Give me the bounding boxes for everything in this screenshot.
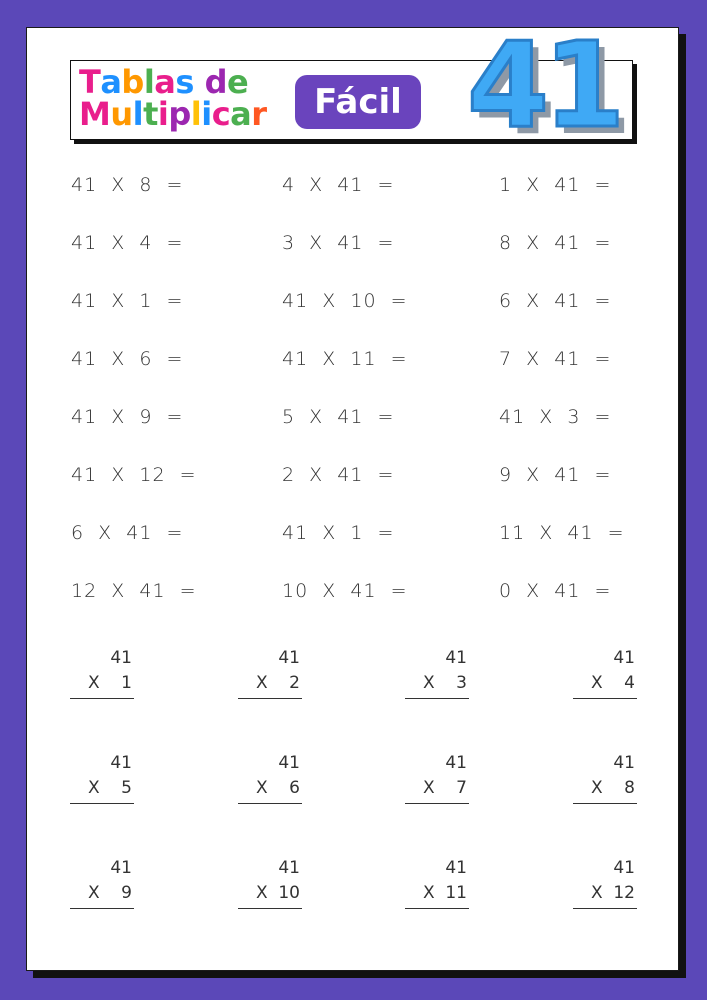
equation: 4 X 41 = [282,174,395,196]
title-letter: l [190,95,202,133]
multiplicand: 41 [613,858,635,878]
answer-line [573,908,637,909]
title-line-1 [79,65,248,99]
answer-line [70,698,134,699]
answer-line [238,698,302,699]
equation: 6 X 41 = [71,522,184,544]
title-letter: c [211,95,231,133]
multiplier: 11 [445,883,467,903]
multiplier: 12 [613,883,635,903]
title-letter: a [230,95,252,133]
multiplicand: 41 [278,753,300,773]
equation: 41 X 6 = [71,348,184,370]
equation: 41 X 1 = [282,522,395,544]
multiplier: 8 [624,778,635,798]
title-letter: d [204,63,227,101]
title-letter: a [154,63,176,101]
equation: 41 X 12 = [71,464,197,486]
equation: 12 X 41 = [71,580,197,602]
title-letter: M [79,95,111,133]
multiplier: 7 [456,778,467,798]
answer-line [70,803,134,804]
multiplicand: 41 [445,753,467,773]
difficulty-badge: Fácil [295,75,421,129]
title-letter: e [226,63,249,101]
title-letter: l [132,95,144,133]
multiplicand: 41 [613,648,635,668]
equation: 2 X 41 = [282,464,395,486]
equation: 3 X 41 = [282,232,395,254]
multiplicand: 41 [110,648,132,668]
title-letter: u [110,95,133,133]
title-letter: r [251,95,267,133]
table-number: 41 [467,16,620,154]
equation: 41 X 1 = [71,290,184,312]
title-letter [194,65,205,99]
equation: 41 X 10 = [282,290,408,312]
operator: X [423,778,435,798]
operator: X [591,673,603,693]
title-line-2 [79,97,267,131]
multiplicand: 41 [110,753,132,773]
equation: 41 X 11 = [282,348,408,370]
answer-line [573,698,637,699]
multiplicand: 41 [613,753,635,773]
title-letter: s [175,63,194,101]
operator: X [591,778,603,798]
operator: X [591,883,603,903]
operator: X [423,883,435,903]
equation: 1 X 41 = [499,174,612,196]
multiplicand: 41 [278,858,300,878]
title-letter: l [143,63,155,101]
title-letter: b [121,63,144,101]
operator: X [256,883,268,903]
multiplier: 4 [624,673,635,693]
answer-line [405,908,469,909]
equation: 6 X 41 = [499,290,612,312]
title-letter: i [201,95,212,133]
multiplier: 2 [289,673,300,693]
answer-line [573,803,637,804]
answer-line [70,908,134,909]
multiplier: 3 [456,673,467,693]
equation: 41 X 8 = [71,174,184,196]
operator: X [88,778,100,798]
equation: 41 X 3 = [499,406,612,428]
multiplier: 1 [121,673,132,693]
multiplier: 9 [121,883,132,903]
equation: 0 X 41 = [499,580,612,602]
multiplicand: 41 [278,648,300,668]
equation: 5 X 41 = [282,406,395,428]
equation: 10 X 41 = [282,580,408,602]
multiplicand: 41 [445,858,467,878]
answer-line [238,803,302,804]
operator: X [423,673,435,693]
title-letter: a [100,63,122,101]
equation: 7 X 41 = [499,348,612,370]
equation: 41 X 4 = [71,232,184,254]
answer-line [405,803,469,804]
title-letter: t [143,95,158,133]
multiplier: 6 [289,778,300,798]
operator: X [256,778,268,798]
multiplicand: 41 [110,858,132,878]
operator: X [256,673,268,693]
title-letter: p [168,95,191,133]
equation: 8 X 41 = [499,232,612,254]
worksheet-page [26,16,679,971]
title-letter: T [79,63,101,101]
equation: 41 X 9 = [71,406,184,428]
operator: X [88,883,100,903]
answer-line [238,908,302,909]
multiplier: 5 [121,778,132,798]
multiplier: 10 [278,883,300,903]
title-letter: i [157,95,169,133]
equation: 9 X 41 = [499,464,612,486]
multiplicand: 41 [445,648,467,668]
equation: 11 X 41 = [499,522,625,544]
answer-line [405,698,469,699]
operator: X [88,673,100,693]
